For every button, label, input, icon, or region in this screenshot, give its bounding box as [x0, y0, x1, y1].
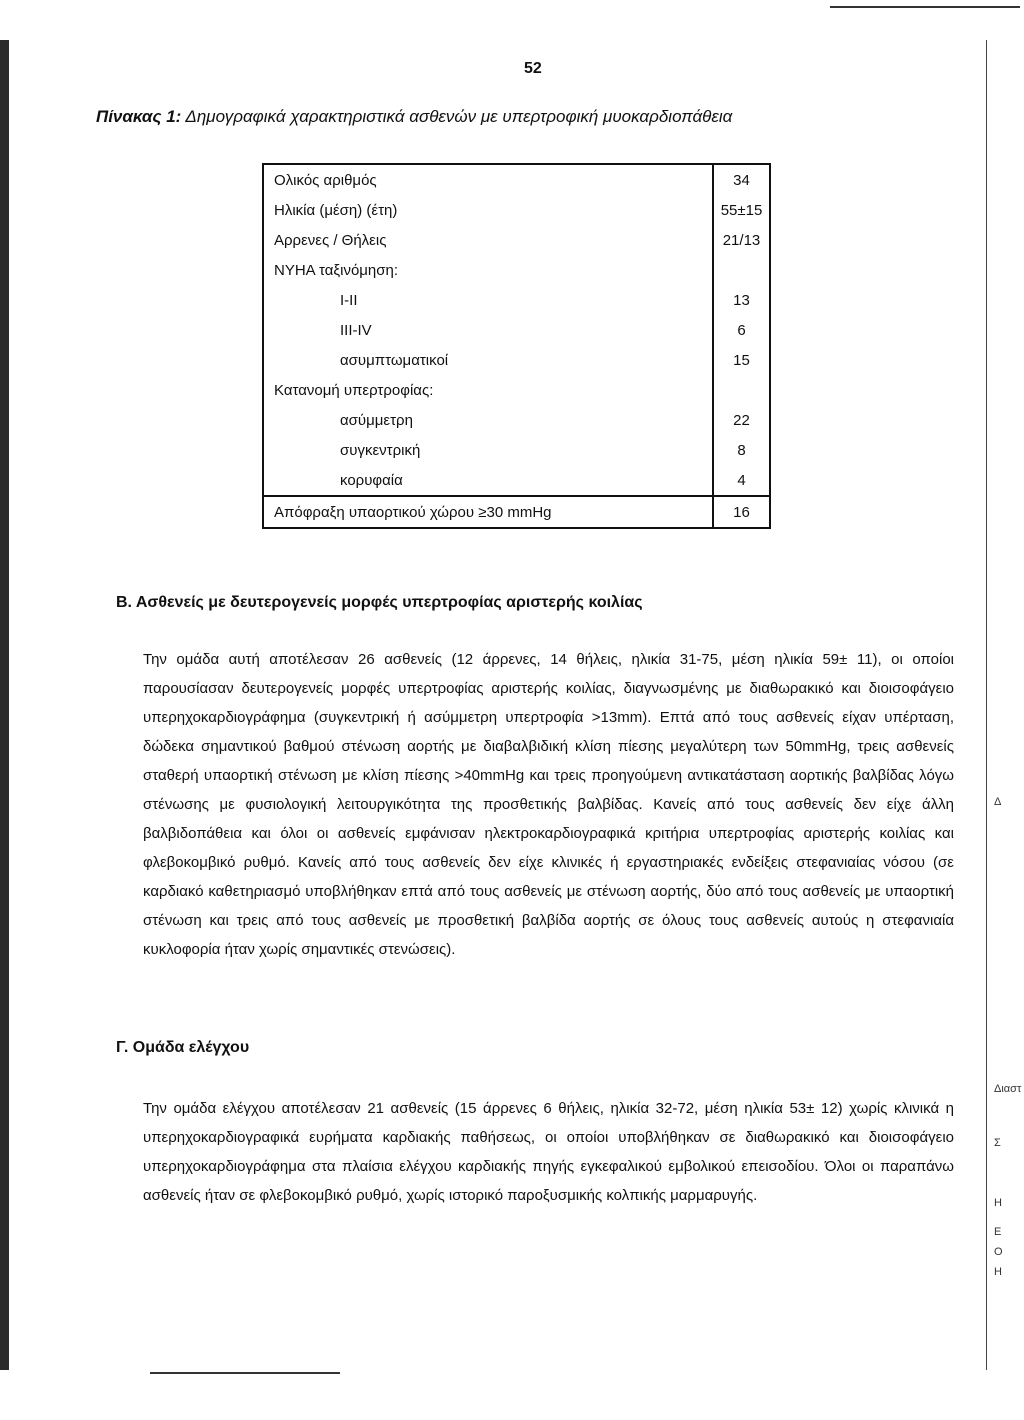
table-row [263, 164, 770, 195]
row-label: κορυφαία [263, 465, 713, 496]
section-c-body: Την ομάδα ελέγχου αποτέλεσαν 21 ασθενείς (15 άρρενες 6 θήλεις, ηλικία 32-72, μέση ηλικία 53± 12) χωρίς κλινικά η υπερηχοκαρδιογραφικά ευρήματα καρδιακής παθήσεως, οι οποίοι υποβλήθηκαν σε διαθωρακικό και διοισοφάγειο υπερηχοκαρδιογράφημα στα πλαίσια ελέγχου καρδιακής πηγής εγκεφαλικού εμβολικού επεισοδίου. Όλοι οι παραπάνω ασθενείς ήταν σε φλεβοκομβικό ρυθμό, χωρίς ιστορικό παροξυσμικής κολπικής μαρμαρυγής. [143, 1100, 954, 1204]
row-label: Αρρενες / Θήλεις [263, 225, 713, 255]
table-caption-text: Δημογραφικά χαρακτηριστικά ασθενών με υπερτροφική μυοκαρδιοπάθεια [185, 107, 733, 126]
row-value: 13 [733, 291, 750, 309]
section-b-heading: Β. Ασθενείς με δευτερογενείς μορφές υπερτροφίας αριστερής κοιλίας [116, 594, 643, 611]
row-value [713, 375, 770, 405]
scan-edge-right [986, 40, 987, 1370]
table-caption [96, 107, 732, 127]
table-row [263, 496, 770, 528]
table-row [263, 405, 770, 435]
margin-fragment: Η [994, 1266, 1002, 1278]
row-label: ασύμμετρη [263, 405, 713, 435]
table-row [263, 345, 770, 375]
row-value [713, 255, 770, 285]
row-label: Απόφραξη υπαορτικού χώρου ≥30 mmHg [263, 496, 713, 528]
row-value: 15 [733, 351, 750, 369]
table-row [263, 375, 770, 405]
table-row [263, 315, 770, 345]
row-value: 8 [737, 441, 746, 459]
table-row [263, 195, 770, 225]
table-row [263, 435, 770, 465]
row-value: 21/13 [722, 231, 761, 249]
row-label: ΝΥΗΑ ταξινόμηση: [263, 255, 713, 285]
margin-fragment: Η [994, 1197, 1002, 1209]
margin-fragment: Δ [994, 796, 1002, 808]
row-label: Ηλικία (μέση) (έτη) [263, 195, 713, 225]
section-b-body: Την ομάδα αυτή αποτέλεσαν 26 ασθενείς (12 άρρενες, 14 θήλεις, ηλικία 31-75, μέση ηλικία 59± 11), οι οποίοι παρουσίασαν δευτερογενείς μορφές υπερτροφίας αριστερής κοιλίας, διαγνωσμένης με διαθωρακικό και διοισοφάγειο υπερηχοκαρδιογράφημα (συγκεντρική ή ασύμμετρη υπερτροφία >13mm). Επτά από τους ασθενείς είχαν υπέρταση, δώδεκα σημαντικού βαθμού στένωση αορτής με διαβαλβιδική κλίση πίεσης μεγαλύτερη των 50mmHg, τρεις ασθενείς σταθερή υπαορτική στένωση με κλίση πίεσης >40mmHg και τρεις προηγούμενη αντικατάσταση αορτικής βαλβίδας λόγω στένωσης με φυσιολογική λειτουργικότητα της προσθετικής βαλβίδας. Κανείς από τους ασθενείς δεν είχε άλλη βαλβιδοπάθεια και όλοι οι ασθενείς εμφάνισαν ηλεκτροκαρδιογραφικά κριτήρια υπερτροφίας αριστερής κοιλίας και φλεβοκομβικό ρυθμό. Κανείς από τους ασθενείς δεν είχε κλινικές ή εργαστηριακές ενδείξεις στεφανιαίας νόσου (σε καρδιακό καθετηριασμό υποβλήθηκαν επτά από τους ασθενείς με στένωση αορτής, δύο από τους ασθενείς με υπαορτική στένωση και τρεις από τους ασθενείς με προσθετική βαλβίδα αορτής σε όλους τους ασθενείς αυτούς η στεφανιαία κυκλοφορία ήταν χωρίς σημαντικές στενώσεις). [143, 651, 954, 958]
row-label: Ολικός αριθμός [263, 164, 713, 195]
section-c-heading: Γ. Ομάδα ελέγχου [116, 1039, 250, 1056]
scan-line-bottom [150, 1372, 340, 1374]
margin-scan-fragments [990, 0, 1024, 1420]
margin-fragment: Ε [994, 1226, 1002, 1238]
row-label: συγκεντρική [263, 435, 713, 465]
scan-edge-left [0, 40, 9, 1370]
row-label: ασυμπτωματικοί [263, 345, 713, 375]
table-row [263, 255, 770, 285]
row-label: ΙΙΙ-ΙV [263, 315, 713, 345]
table-caption-label: Πίνακας 1: [96, 107, 182, 126]
row-value: 16 [713, 496, 770, 528]
table-row [263, 225, 770, 255]
page-number: 52 [524, 60, 542, 77]
row-label: Κατανομή υπερτροφίας: [263, 375, 713, 405]
row-value: 22 [733, 411, 750, 429]
row-value: 55±15 [720, 201, 763, 219]
demographics-table [262, 163, 771, 529]
section-b-paragraph [143, 645, 954, 964]
margin-fragment: Ο [994, 1246, 1003, 1258]
table-row [263, 465, 770, 496]
table-row [263, 285, 770, 315]
row-value: 6 [737, 321, 746, 339]
margin-fragment: Σ [994, 1137, 1001, 1149]
section-c-paragraph [143, 1094, 954, 1210]
row-value: 34 [733, 171, 750, 189]
row-value: 4 [737, 471, 746, 489]
margin-fragment: Διαστ [994, 1083, 1022, 1095]
row-label: Ι-ΙΙ [263, 285, 713, 315]
